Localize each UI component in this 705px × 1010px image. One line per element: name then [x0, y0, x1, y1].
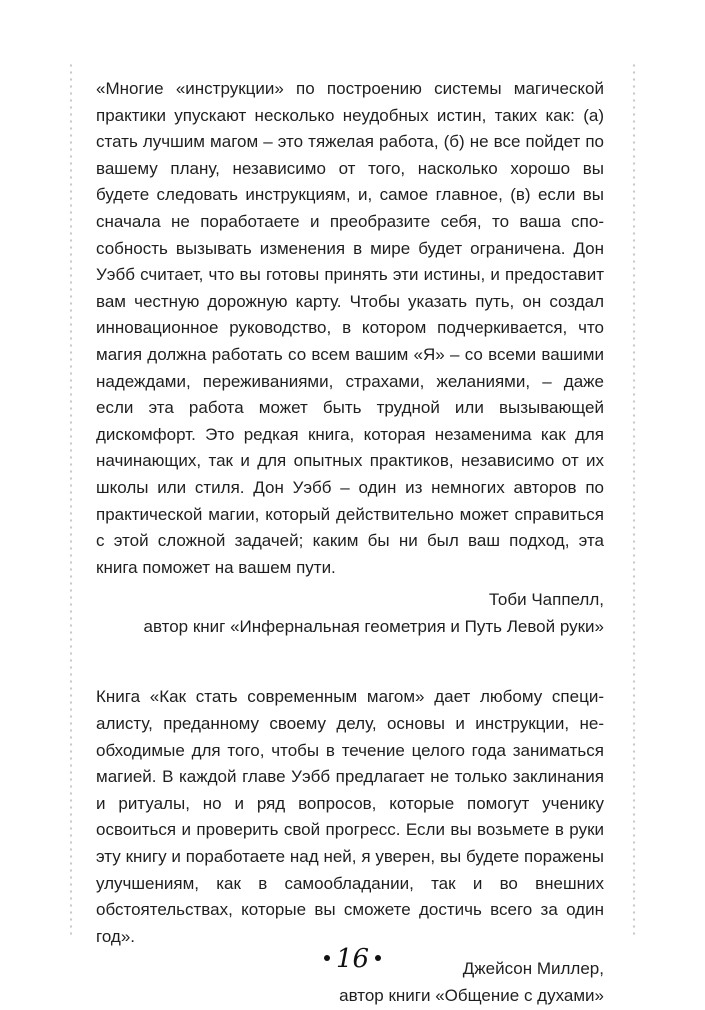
quote-1-signature — [96, 587, 604, 640]
page-content — [96, 76, 604, 1010]
quote-2-text: Книга «Как стать современным магом» дает любому специалисту, преданному своему делу, основы и инструкции, необходимые для того, чтобы в течение целого года заниматься магией. В каждой главе Уэбб предлагает не только заклинания и ритуалы, но и ряд вопросов, которые помогут ученику освоиться и проверить свой прогресс. Если вы возьмете в руки эту книгу и поработаете над ней, я уверен, вы будете поражены улучшениям, как в самообладании, так и во внешних обстоятельствах, которые вы сможете достичь всего за один год». — [96, 687, 604, 946]
quote-2-author: Джейсон Миллер, — [462, 959, 604, 979]
page-number — [0, 944, 705, 974]
page-number-value: 16 — [335, 944, 370, 974]
section-spacer — [96, 640, 604, 684]
left-dotted-border — [69, 62, 73, 938]
quote-2-credit: автор книги «Общение с духами» — [339, 986, 604, 1005]
quote-1-credit: автор книг «Инфернальная геометрия и Путь Левой руки» — [143, 616, 604, 636]
quote-1-text: «Многие «инструкции» по построению системы магической практики упускают несколько неудобных истин, таких как: (а) стать лучшим магом – это тяжелая работа, (б) не все пойдет по вашему плану, независимо от того, насколько хорошо вы будете следовать инструкциям, и, самое главное, (в) если вы сначала не поработаете и преобразите себя, то ваша способность вызывать изменения в мире будет ограничена. Дон Уэбб считает, что вы готовы принять эти истины, и предоставит вам честную дорожную карту. Чтобы указать путь, он создал инновационное руководство, в котором подчеркивается, что магия должна работать со всем вашим «Я» – со всеми вашими надеждами, переживаниями, страхами, желаниями, – даже если эта работа может быть трудной или вызывающей дискомфорт. Это редкая книга, которая незаменима как для начинающих, так и для опытных практиков, независимо от их школы или стиля. Дон Уэбб – один из немногих авторов по практической магии, который действительно может справиться с этой сложной задачей; каким бы ни был ваш подход, эта книга поможет на вашем пути. — [96, 79, 604, 577]
left-dot-icon — [324, 955, 330, 961]
right-dotted-border — [632, 62, 636, 938]
right-dot-icon — [375, 955, 381, 961]
quote-1-author: Тоби Чаппелл, — [488, 590, 604, 610]
